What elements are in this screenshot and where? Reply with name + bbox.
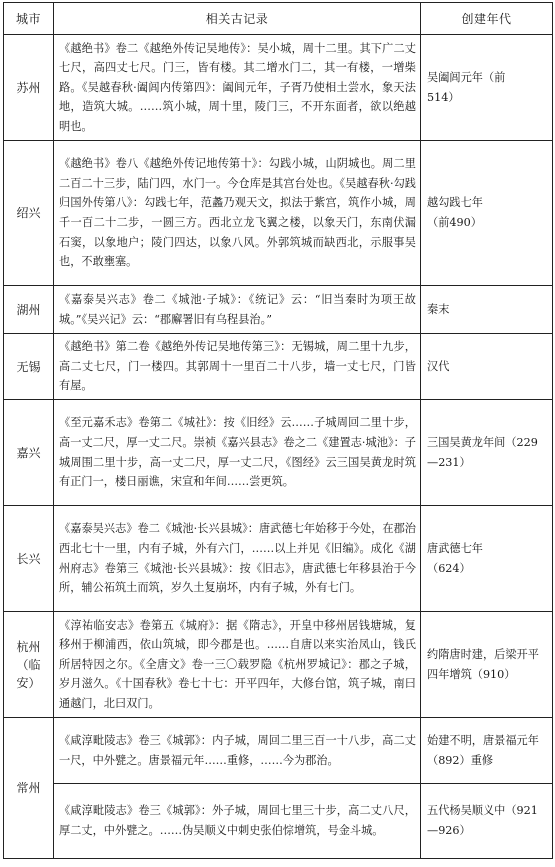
year-text: 越勾践七年（前490） (427, 196, 483, 229)
record-cell: 《嘉泰吴兴志》卷二《城池·长兴县城》：唐武德七年始移于今处，在郡治西北七十一里，内有子城，外有六门，……以上并见《旧编》。成化《湖州府志》卷第三《城池·长兴县城》：按《旧志》，唐武德七年移县治于今所，辅公祏筑土而筑，岁久土复崩坏，内有子城，外有七门。 (54, 506, 421, 612)
city-cell: 绍兴 (4, 141, 54, 286)
header-year: 创建年代 (421, 3, 553, 35)
table-header-row (4, 3, 553, 35)
year-text: 五代杨吴顺义中（921—926） (427, 804, 538, 837)
record-cell: 《咸淳毗陵志》卷三《城郭》：外子城，周回七里三十步，高二丈八尺，厚二丈，中外甓之。……伪吴顺义中刺史张伯悰增筑，号金斗城。 (54, 784, 421, 859)
table-row (4, 334, 553, 400)
year-cell (421, 506, 553, 612)
year-text: 约隋唐时建，后梁开平四年增筑（910） (427, 647, 539, 681)
city-records-table (3, 2, 553, 859)
table-row (4, 141, 553, 286)
city-cell: 湖州 (4, 286, 54, 334)
record-cell: 《越绝书》卷二《越绝外传记吴地传》：吴小城，周十二里。其下广二丈七尺，高四丈七尺。门三，皆有楼。其二增水门二，其一有楼，一增柴路。《吴越春秋·阖闾内传第四》：阖闾元年，子胥乃使相土尝水，象天法地，造筑大城。……筑小城，周十里，陵门三，不开东面者，欲以绝越明也。 (54, 35, 421, 141)
year-cell (421, 334, 553, 400)
record-cell: 《嘉泰吴兴志》卷二《城池·子城》：《统记》云：“旧当秦时为项王故城。”《吴兴记》云：“郡廨署旧有乌程县治。” (54, 286, 421, 334)
year-text: 汉代 (427, 359, 450, 373)
year-text: 三国吴黄龙年间（229—231） (427, 435, 538, 469)
header-record: 相关古记录 (54, 3, 421, 35)
year-cell (421, 141, 553, 286)
year-text: 吴阖闾元年（前514） (427, 70, 506, 104)
city-cell: 常州 (4, 718, 54, 859)
year-text: 秦末 (427, 302, 450, 316)
city-cell (4, 612, 54, 718)
year-cell (421, 784, 553, 859)
table-row (4, 286, 553, 334)
year-cell (421, 612, 553, 718)
table-row (4, 784, 553, 859)
record-cell: 《越绝书》第二卷《越绝外传记吴地传第三》：无锡城，周二里十九步，高二丈七尺，门一楼四。其郭周十一里百二十八步，墙一丈七尺，门皆有屋。 (54, 334, 421, 400)
city-cell: 长兴 (4, 506, 54, 612)
city-cell: 嘉兴 (4, 400, 54, 506)
table-row (4, 612, 553, 718)
year-cell (421, 400, 553, 506)
table-row (4, 400, 553, 506)
record-cell: 《至元嘉禾志》卷第二《城社》：按《旧经》云……子城周回二里十步，高一丈二尺，厚一丈二尺。崇祯《嘉兴县志》卷之二《建置志·城池》：子城周围二里十步，高一丈二尺，厚一丈二尺，《图经》云三国吴黄龙时筑有正门一，楼日丽谯，宋宣和年间……尝更筑。 (54, 400, 421, 506)
table-row (4, 506, 553, 612)
record-cell: 《淳祐临安志》卷第五《城府》：据《隋志》，开皇中移州居钱塘城，复移州于柳浦西，依山筑城，即今郡是也。……自唐以来实治凤山，钱氏所居特因之尔。《全唐文》卷一三〇载罗隐《杭州罗城记》：郡之子城，岁月滋久。《十国春秋》卷七十七：开平四年，大修台馆，筑子城，南曰通越门，北曰双门。 (54, 612, 421, 718)
record-cell: 《越绝书》卷八《越绝外传记地传第十》：勾践小城，山阴城也。周二里二百二十三步，陆门四，水门一。今仓库是其宫台处也。《吴越春秋·勾践归国外传第八》：勾践七年，范蠡乃观天文，拟法于紫宫，筑作小城，周千一百二十二步，一圆三方。西北立龙飞翼之楼，以象天门，东南伏漏石窦，以象地户；陵门四达，以象八风。外郭筑城而缺西北，示服事吴也，不敢壅塞。 (54, 141, 421, 286)
year-text: 唐武德七年（624） (427, 541, 483, 575)
city-text: 杭州（临安） (16, 639, 41, 690)
header-city: 城市 (4, 3, 54, 35)
table-row (4, 35, 553, 141)
table-row (4, 718, 553, 784)
year-text: 始建不明，唐景福元年（892）重修 (427, 733, 539, 767)
year-cell (421, 718, 553, 784)
year-cell (421, 35, 553, 141)
year-cell (421, 286, 553, 334)
city-cell: 无锡 (4, 334, 54, 400)
city-cell: 苏州 (4, 35, 54, 141)
record-cell: 《咸淳毗陵志》卷三《城郭》：内子城，周回二里三百一十八步，高二丈一尺，中外甓之。唐景福元年……重修，……今为郡治。 (54, 718, 421, 784)
